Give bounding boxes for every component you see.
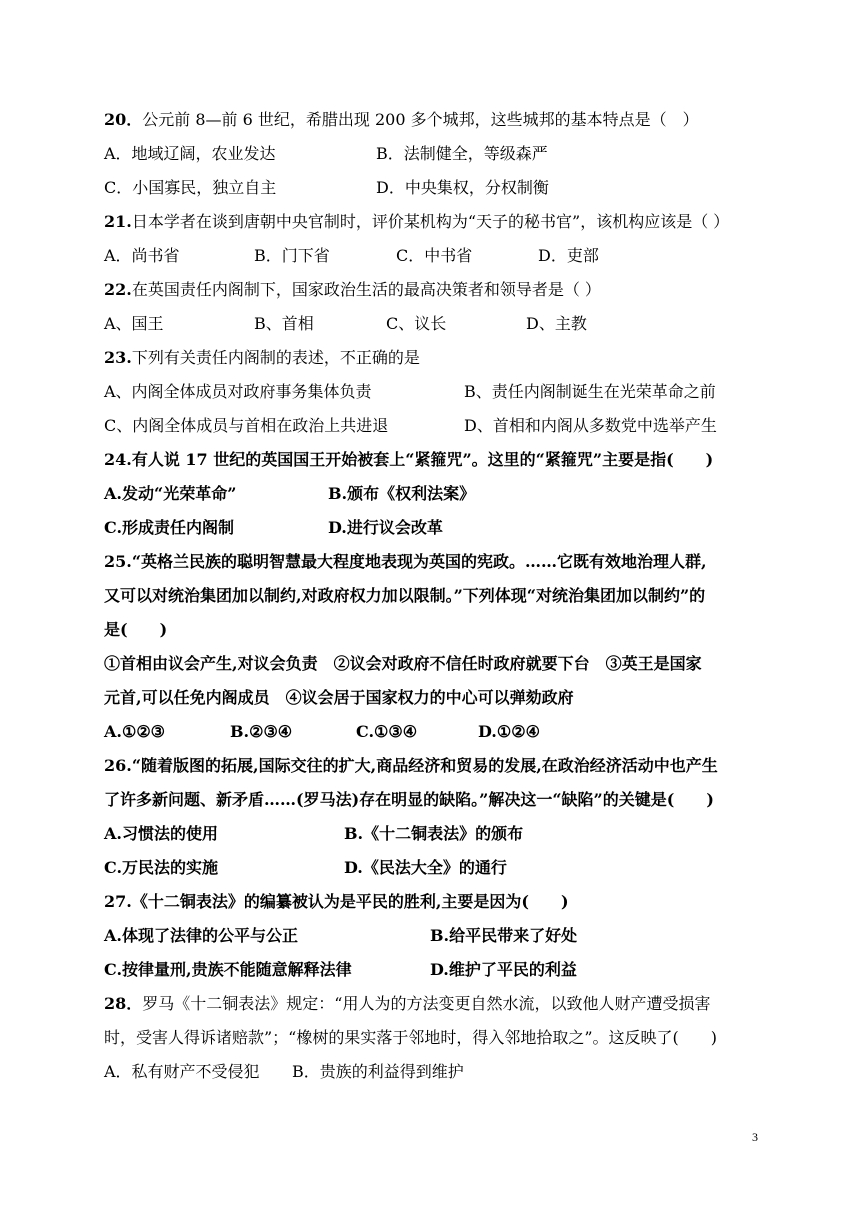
question-27-options-row-2 bbox=[104, 960, 764, 980]
option-c: C、议长 bbox=[386, 314, 447, 333]
option-a: A、国王 bbox=[104, 314, 164, 333]
option-d: D、首相和内阁从多数党中选举产生 bbox=[464, 416, 717, 435]
question-21-options bbox=[104, 246, 764, 266]
question-24: 24.有人说 17 世纪的英国国王开始被套上“紧箍咒”。这里的“紧箍咒”主要是指( ) bbox=[104, 450, 714, 469]
question-25-line-1: 25.“英格兰民族的聪明智慧最大程度地表现为英国的宪政。……它既有效地治理人群, bbox=[104, 552, 707, 571]
question-24-options-row-1 bbox=[104, 484, 764, 504]
option-b: B.颁布《权利法案》 bbox=[328, 484, 476, 503]
option-b: B.给平民带来了好处 bbox=[430, 926, 578, 945]
option-a: A.①②③ bbox=[104, 722, 166, 741]
question-23-options-row-2 bbox=[104, 416, 764, 436]
option-d: D、主教 bbox=[526, 314, 587, 333]
option-a: A．地域辽阔，农业发达 bbox=[104, 144, 276, 163]
question-23-options-row-1 bbox=[104, 382, 764, 402]
question-27: 27.《十二铜表法》的编纂被认为是平民的胜利,主要是因为( ) bbox=[104, 892, 569, 911]
option-c: C．小国寡民，独立自主 bbox=[104, 178, 277, 197]
option-c: C.按律量刑,贵族不能随意解释法律 bbox=[104, 960, 352, 979]
option-b: B．门下省 bbox=[254, 246, 330, 265]
option-b: B、责任内阁制诞生在光荣革命之前 bbox=[464, 382, 716, 401]
question-28-line-1: 28．罗马《十二铜表法》规定：“用人为的方法变更自然水流，以致他人财产遭受损害 bbox=[104, 994, 711, 1013]
question-25-statements-line-2: 元首,可以任免内阁成员 ④议会居于国家权力的中心可以弹劾政府 bbox=[104, 688, 574, 707]
option-b: B.《十二铜表法》的颁布 bbox=[344, 824, 524, 843]
option-a: A.体现了法律的公平与公正 bbox=[104, 926, 298, 945]
option-c: C.万民法的实施 bbox=[104, 858, 219, 877]
option-b: B．法制健全，等级森严 bbox=[376, 144, 548, 163]
option-d: D．中央集权，分权制衡 bbox=[376, 178, 549, 197]
question-24-options-row-2 bbox=[104, 518, 764, 538]
option-d: D.进行议会改革 bbox=[328, 518, 443, 537]
option-d: D.①②④ bbox=[478, 722, 540, 741]
question-22-options bbox=[104, 314, 764, 334]
question-26-line-2: 了许多新问题、新矛盾……(罗马法)存在明显的缺陷。”解决这一“缺陷”的关键是( ) bbox=[104, 790, 714, 809]
question-26-options-row-1 bbox=[104, 824, 764, 844]
question-20-options-row-2 bbox=[104, 178, 764, 198]
question-26-options-row-2 bbox=[104, 858, 764, 878]
option-a: A．尚书省 bbox=[104, 246, 180, 265]
option-b: B、首相 bbox=[254, 314, 314, 333]
option-b: B．贵族的利益得到维护 bbox=[292, 1062, 464, 1081]
option-c: C.①③④ bbox=[356, 722, 418, 741]
question-26-line-1: 26.“随着版图的拓展,国际交往的扩大,商品经济和贸易的发展,在政治经济活动中也产生 bbox=[104, 756, 718, 775]
option-d: D．吏部 bbox=[538, 246, 599, 265]
option-a: A.发动“光荣革命” bbox=[104, 484, 237, 503]
option-a: A、内阁全体成员对政府事务集体负责 bbox=[104, 382, 372, 401]
option-b: B.②③④ bbox=[230, 722, 293, 741]
option-a: A．私有财产不受侵犯 bbox=[104, 1062, 260, 1081]
option-c: C、内阁全体成员与首相在政治上共进退 bbox=[104, 416, 389, 435]
question-25-line-2: 又可以对统治集团加以制约,对政府权力加以限制。”下列体现“对统治集团加以制约”的 bbox=[104, 586, 706, 605]
option-c: C.形成责任内阁制 bbox=[104, 518, 235, 537]
question-21: 21.日本学者在谈到唐朝中央官制时，评价某机构为“天子的秘书官”，该机构应该是（ ） bbox=[104, 212, 730, 231]
question-25-line-3: 是( ) bbox=[104, 620, 168, 639]
option-a: A.习惯法的使用 bbox=[104, 824, 218, 843]
question-20: 20．公元前 8—前 6 世纪，希腊出现 200 多个城邦，这些城邦的基本特点是（ ） bbox=[104, 110, 699, 129]
question-23: 23.下列有关责任内阁制的表述，不正确的是 bbox=[104, 348, 420, 367]
question-22: 22.在英国责任内阁制下，国家政治生活的最高决策者和领导者是（ ） bbox=[104, 280, 601, 299]
question-20-options-row-1 bbox=[104, 144, 764, 164]
option-d: D.《民法大全》的通行 bbox=[344, 858, 507, 877]
page-number: 3 bbox=[752, 1130, 758, 1144]
option-d: D.维护了平民的利益 bbox=[430, 960, 577, 979]
question-27-options-row-1 bbox=[104, 926, 764, 946]
question-28-options bbox=[104, 1062, 764, 1082]
question-25-options bbox=[104, 722, 764, 742]
question-28-line-2: 时，受害人得诉诸赔款”；“橡树的果实落于邻地时，得入邻地拾取之”。这反映了( ) bbox=[104, 1028, 718, 1047]
question-25-statements-line-1: ①首相由议会产生,对议会负责 ②议会对政府不信任时政府就要下台 ③英王是国家 bbox=[104, 654, 702, 673]
option-c: C．中书省 bbox=[396, 246, 473, 265]
